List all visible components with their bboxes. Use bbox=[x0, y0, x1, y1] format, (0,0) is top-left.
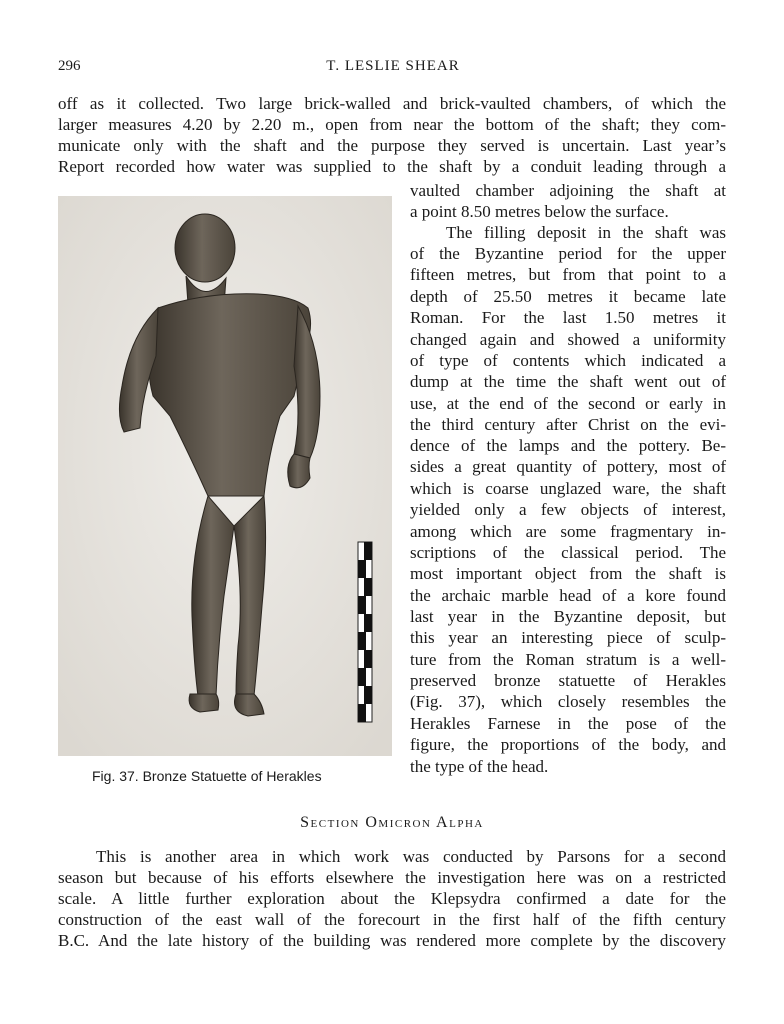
text-line: dence of the lamps and the pottery. Be- bbox=[410, 436, 726, 455]
text-line: the third century after Christ on the evi- bbox=[410, 415, 726, 434]
text-line: Roman. For the last 1.50 metres it bbox=[410, 308, 726, 327]
text-line: ture from the Roman stratum is a well- bbox=[410, 650, 726, 669]
text-line: This is another area in which work was conducted by Parsons for a second bbox=[96, 847, 726, 866]
text-line: most important object from the shaft is bbox=[410, 564, 726, 583]
text-line: preserved bronze statuette of Herakles bbox=[410, 671, 726, 690]
running-head: T. LESLIE SHEAR bbox=[326, 58, 460, 74]
text-line: construction of the east wall of the forecourt in the first half of the fifth century bbox=[58, 910, 726, 929]
text-line: off as it collected. Two large brick-walled and brick-vaulted chambers, of which the bbox=[58, 94, 726, 113]
section-title: Section Omicron Alpha bbox=[300, 814, 484, 831]
page-header bbox=[58, 58, 728, 80]
text-line: of the Byzantine period for the upper bbox=[410, 244, 726, 263]
text-line: last year in the Byzantine deposit, but bbox=[410, 607, 726, 626]
page-number: 296 bbox=[58, 58, 81, 74]
text-line: (Fig. 37), which closely resembles the bbox=[410, 692, 726, 711]
text-line: use, at the end of the second or early in bbox=[410, 394, 726, 413]
text-line: sides a great quantity of pottery, most of bbox=[410, 457, 726, 476]
text-line: scriptions of the classical period. The bbox=[410, 543, 726, 562]
text-line: vaulted chamber adjoining the shaft at bbox=[410, 181, 726, 200]
text-line: dump at the time the shaft went out of bbox=[410, 372, 726, 391]
text-line: changed again and showed a uniformity bbox=[410, 330, 726, 349]
text-line: municate only with the shaft and the purpose they served is uncertain. Last year’s bbox=[58, 136, 726, 155]
text-line: a point 8.50 metres below the surface. bbox=[410, 202, 669, 221]
text-line: the type of the head. bbox=[410, 757, 549, 776]
text-line: among which are some fragmentary in- bbox=[410, 522, 726, 541]
scale-bar bbox=[358, 542, 372, 722]
text-line: figure, the proportions of the body, and bbox=[410, 735, 726, 754]
text-line: The filling deposit in the shaft was bbox=[446, 223, 726, 242]
text-line: Herakles Farnese in the pose of the bbox=[410, 714, 726, 733]
text-line: yielded only a few objects of interest, bbox=[410, 500, 726, 519]
text-line: of type of contents which indicated a bbox=[410, 351, 726, 370]
text-line: which is coarse unglazed ware, the shaft bbox=[410, 479, 726, 498]
figure-caption: Fig. 37. Bronze Statuette of Herakles bbox=[92, 768, 322, 784]
text-line: the archaic marble head of a kore found bbox=[410, 586, 726, 605]
text-line: this year an interesting piece of sculp- bbox=[410, 628, 726, 647]
text-line: larger measures 4.20 by 2.20 m., open from near the bottom of the shaft; they com- bbox=[58, 115, 726, 134]
statuette-photo bbox=[58, 196, 392, 756]
text-line: Report recorded how water was supplied to the shaft by a conduit leading through a bbox=[58, 157, 726, 176]
text-line: scale. A little further exploration about the Klepsydra confirmed a date for the bbox=[58, 889, 726, 908]
text-line: season but because of his efforts elsewhere the investigation here was on a restricted bbox=[58, 868, 726, 887]
figure-statuette-photo bbox=[58, 196, 392, 756]
text-line: B.C. And the late history of the building was rendered more complete by the discovery bbox=[58, 931, 726, 950]
text-line: fifteen metres, but from that point to a bbox=[410, 265, 726, 284]
text-line: depth of 25.50 metres it became late bbox=[410, 287, 726, 306]
